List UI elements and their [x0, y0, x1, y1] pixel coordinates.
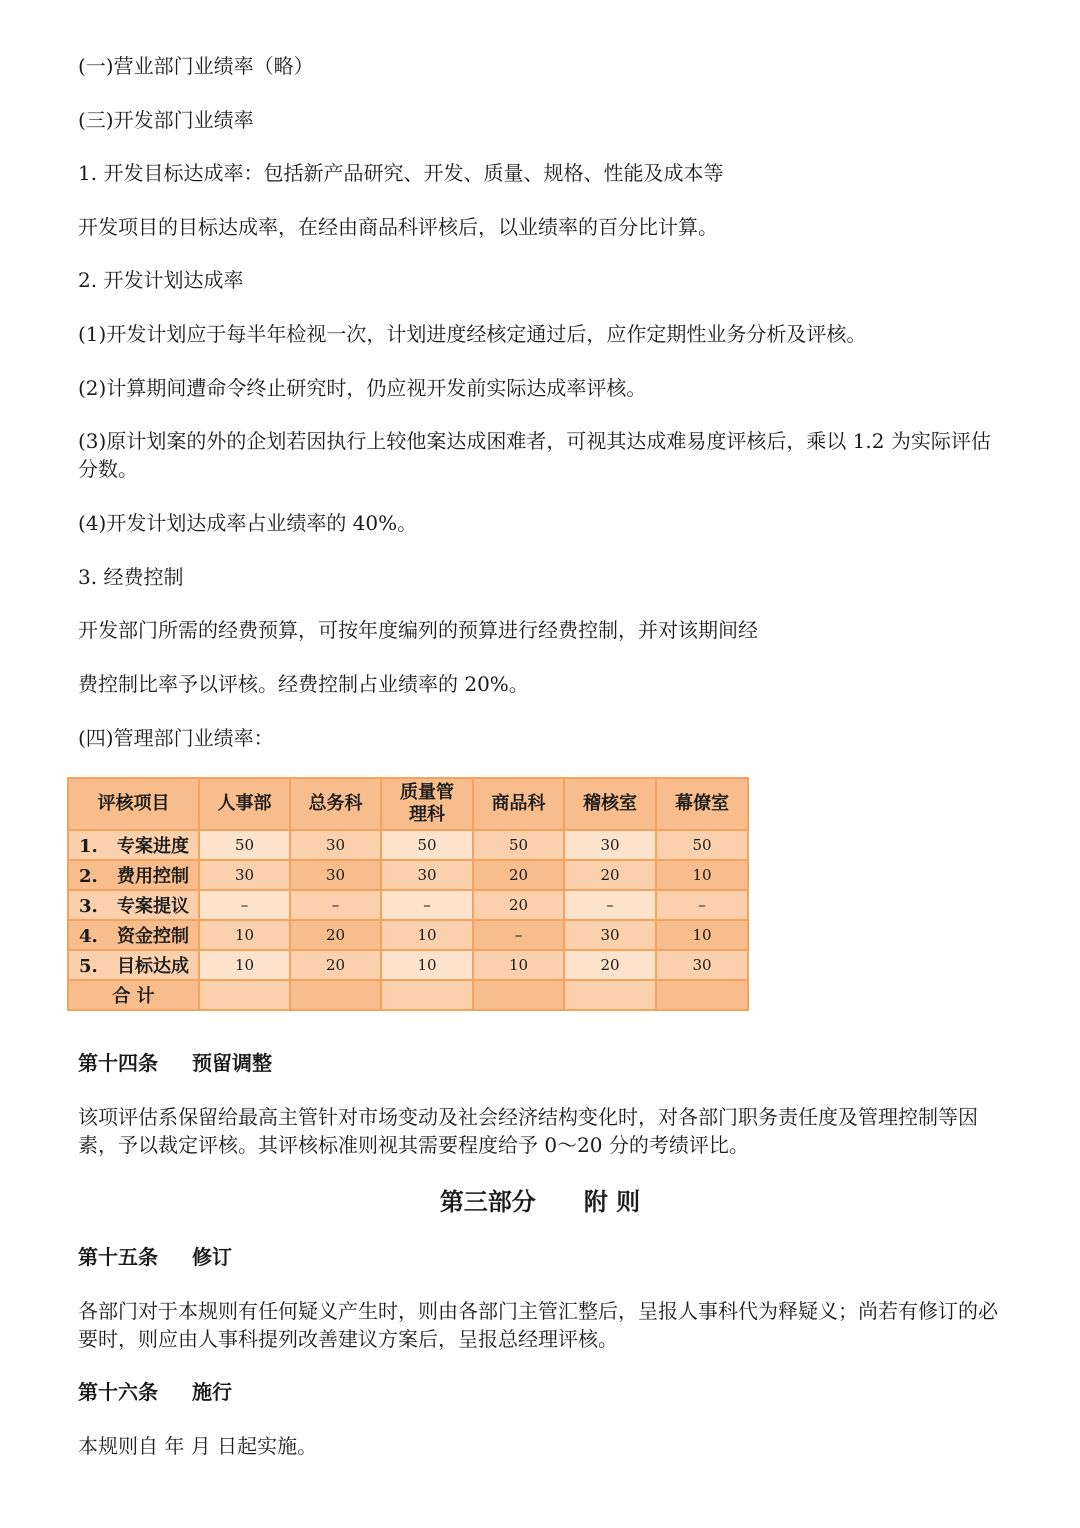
table-cell: 10 [199, 920, 290, 950]
table-header-cell: 总务科 [290, 778, 381, 830]
table-header-cell: 质量管理科 [381, 778, 473, 830]
dev-item-2-point-2: (2)计算期间遭命令终止研究时，仍应视开发前实际达成率评核。 [78, 376, 647, 400]
table-cell: 50 [473, 830, 564, 860]
table-cell: 50 [381, 830, 473, 860]
dev-item-2-point-1: (1)开发计划应于每半年检视一次，计划进度经核定通过后，应作定期性业务分析及评核。 [78, 322, 867, 346]
table-cell: 30 [381, 860, 473, 890]
part-label: 第三部分 [439, 1187, 536, 1216]
article-15-heading [78, 1243, 1008, 1271]
table-cell: 30 [290, 860, 381, 890]
table-cell: 30 [564, 920, 656, 950]
dev-item-1-text: 开发项目的目标达成率，在经由商品科评核后，以业绩率的百分比计算。 [78, 215, 718, 239]
table-header-cell: 人事部 [199, 778, 290, 830]
table-cell [199, 980, 290, 1010]
row-label: 3. 专案提议 [68, 890, 199, 920]
table-header-row [68, 778, 748, 830]
table-cell: 20 [290, 920, 381, 950]
table-cell [564, 980, 656, 1010]
table-cell [656, 980, 748, 1010]
table-cell: 30 [290, 830, 381, 860]
dev-item-2-heading: 2. 开发计划达成率 [78, 268, 244, 292]
table-row [68, 830, 748, 860]
article-number: 第十六条 [78, 1380, 158, 1404]
table-total-row [68, 980, 748, 1010]
table-cell: – [564, 890, 656, 920]
article-title: 预留调整 [192, 1051, 272, 1075]
total-label: 合 计 [68, 980, 199, 1010]
table-cell: – [656, 890, 748, 920]
dev-item-3-text-line-1: 开发部门所需的经费预算，可按年度编列的预算进行经费控制，并对该期间经 [78, 618, 758, 642]
table-cell: 10 [656, 920, 748, 950]
evaluation-table [67, 777, 749, 1011]
article-14-body: 该项评估系保留给最高主管针对市场变动及社会经济结构变化时，对各部门职务责任度及管理控制等因素，予以裁定评核。其评核标准则视其需要程度给予 0～20 分的考绩评比。 [78, 1105, 978, 1157]
table-cell: 20 [564, 860, 656, 890]
row-label: 2. 费用控制 [68, 860, 199, 890]
table-cell: 30 [656, 950, 748, 980]
article-title: 施行 [192, 1380, 232, 1404]
section-dev-heading: (三)开发部门业绩率 [78, 108, 254, 132]
table-cell: 50 [656, 830, 748, 860]
row-label: 1. 专案进度 [68, 830, 199, 860]
dev-item-3-heading: 3. 经费控制 [78, 565, 184, 589]
article-14-heading [78, 1049, 1008, 1077]
table-cell: 10 [381, 950, 473, 980]
table-cell: – [381, 890, 473, 920]
dev-item-1-heading: 1. 开发目标达成率：包括新产品研究、开发、质量、规格、性能及成本等 [78, 161, 724, 185]
table-cell: 50 [199, 830, 290, 860]
article-title: 修订 [192, 1245, 232, 1269]
table-row [68, 890, 748, 920]
part-3-heading [0, 1186, 1080, 1218]
article-16-heading [78, 1378, 1008, 1406]
table-header-cell: 稽核室 [564, 778, 656, 830]
table-cell: 20 [290, 950, 381, 980]
table-cell: 20 [473, 860, 564, 890]
table-cell [381, 980, 473, 1010]
table-cell: 30 [564, 830, 656, 860]
table-header-cell: 商品科 [473, 778, 564, 830]
table-cell: 20 [473, 890, 564, 920]
table-row [68, 950, 748, 980]
table-cell [290, 980, 381, 1010]
article-16-body: 本规则自 年 月 日起实施。 [78, 1434, 318, 1458]
table-cell: 10 [199, 950, 290, 980]
row-label: 5. 目标达成 [68, 950, 199, 980]
table-row [68, 920, 748, 950]
table-row [68, 860, 748, 890]
dev-item-3-text-line-2: 费控制比率予以评核。经费控制占业绩率的 20%。 [78, 672, 529, 696]
section-sales-heading: (一)营业部门业绩率（略） [78, 54, 314, 78]
table-header-cell: 幕僚室 [656, 778, 748, 830]
table-cell: 10 [381, 920, 473, 950]
table-cell: 30 [199, 860, 290, 890]
table-cell: 10 [473, 950, 564, 980]
table-cell: – [290, 890, 381, 920]
article-number: 第十四条 [78, 1051, 158, 1075]
table-cell [473, 980, 564, 1010]
article-15-body: 各部门对于本规则有任何疑义产生时，则由各部门主管汇整后，呈报人事科代为释疑义；尚若有修订的必要时，则应由人事科提列改善建议方案后，呈报总经理评核。 [78, 1299, 998, 1351]
row-label: 4. 资金控制 [68, 920, 199, 950]
table-cell: – [473, 920, 564, 950]
table-cell: 10 [656, 860, 748, 890]
table-cell: – [199, 890, 290, 920]
table-cell: 20 [564, 950, 656, 980]
dev-item-2-point-4: (4)开发计划达成率占业绩率的 40%。 [78, 511, 418, 535]
article-number: 第十五条 [78, 1245, 158, 1269]
table-header-cell: 评核项目 [68, 778, 199, 830]
dev-item-2-point-3: (3)原计划案的外的企划若因执行上较他案达成困难者，可视其达成难易度评核后，乘以 1.2 为实际评估分数。 [78, 429, 991, 481]
section-mgmt-heading: (四)管理部门业绩率： [78, 726, 274, 750]
part-title: 附 则 [583, 1187, 641, 1216]
